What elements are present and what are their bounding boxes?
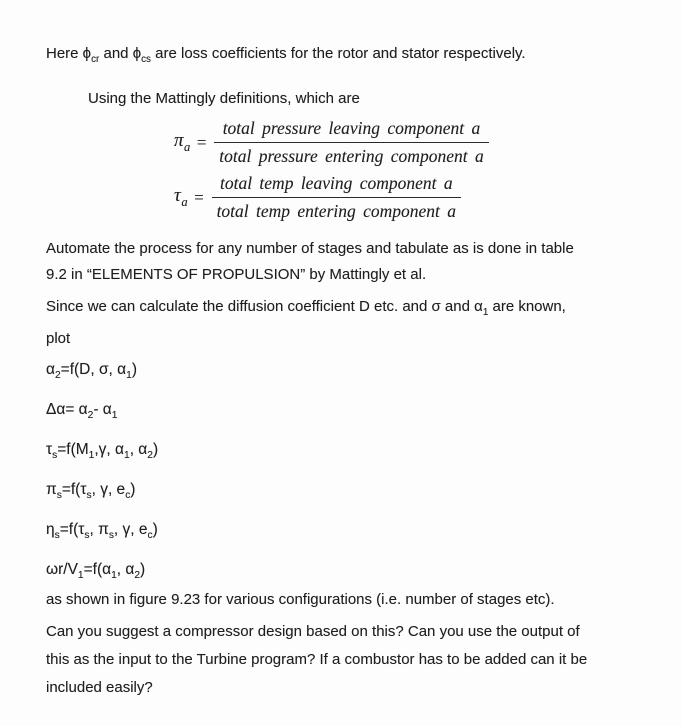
- pressure-ratio-equation: [174, 118, 646, 167]
- fraction-numerator: total pressure leaving component a: [214, 118, 488, 143]
- pressure-ratio-fraction: [214, 118, 488, 167]
- definitions-intro-line: Using the Mattingly definitions, which are: [88, 90, 360, 107]
- figure-reference-line: as shown in figure 9.23 for various configurations (i.e. number of stages etc).: [46, 590, 555, 608]
- fraction-denominator: total temp entering component a: [216, 201, 457, 221]
- relation-delta-alpha: $\Delta\alpha= \alpha_2-$ $\alpha_1$: [46, 401, 118, 422]
- paragraph-line: plot: [46, 330, 71, 347]
- fraction-denominator: total pressure entering component a: [219, 146, 484, 166]
- relation-tau-s: $\tau_s=f(M_1,\gamma$, $\alpha_1$, $\alpha_2$): [46, 441, 159, 462]
- paragraph-line: Since we can calculate the diffusion coefficient D etc. and σ and $\alpha_1$ are known,: [46, 298, 566, 318]
- temperature-ratio-fraction: [212, 173, 461, 222]
- paragraph-line: this as the input to the Turbine program? If a combustor has to be added can it be: [46, 650, 588, 668]
- pi-a-symbol: $\pi_a$: [174, 130, 191, 154]
- relation-alpha2: $\alpha_2=f(D$, σ, $\alpha_1$): [46, 361, 137, 382]
- relation-pi-s: $\pi_s=f(\tau_s$, γ, $e_c$): [46, 481, 136, 502]
- intro-line: Here $\phi_{cr}$ and $\phi_{cs}$ are loss coefficients for the rotor and stator respectively.: [46, 45, 526, 65]
- since-paragraph: [46, 294, 646, 352]
- equals-sign: =: [195, 132, 208, 152]
- paragraph-line: included easily?: [46, 678, 153, 696]
- closing-paragraph: [46, 618, 646, 702]
- relation-omega-r: $\omega r/V_1=f(\alpha_1$, $\alpha_2$): [46, 561, 146, 582]
- paragraph-line: 9.2 in “ELEMENTS OF PROPULSION” by Mattingly et al.: [46, 266, 427, 283]
- tau-a-symbol: $\tau_a$: [174, 185, 189, 209]
- fraction-numerator: total temp leaving component a: [212, 173, 461, 198]
- automate-paragraph: [46, 236, 646, 288]
- relation-eta-s: $\eta_s=f(\tau_s$, $\pi_s$, γ, $e_c$): [46, 521, 158, 542]
- relation-list: [46, 360, 646, 586]
- equals-sign: =: [193, 187, 205, 207]
- paragraph-line: Automate the process for any number of stages and tabulate as is done in table: [46, 240, 574, 257]
- paragraph-line: Can you suggest a compressor design based on this? Can you use the output of: [46, 622, 580, 640]
- temperature-ratio-equation: [174, 173, 646, 222]
